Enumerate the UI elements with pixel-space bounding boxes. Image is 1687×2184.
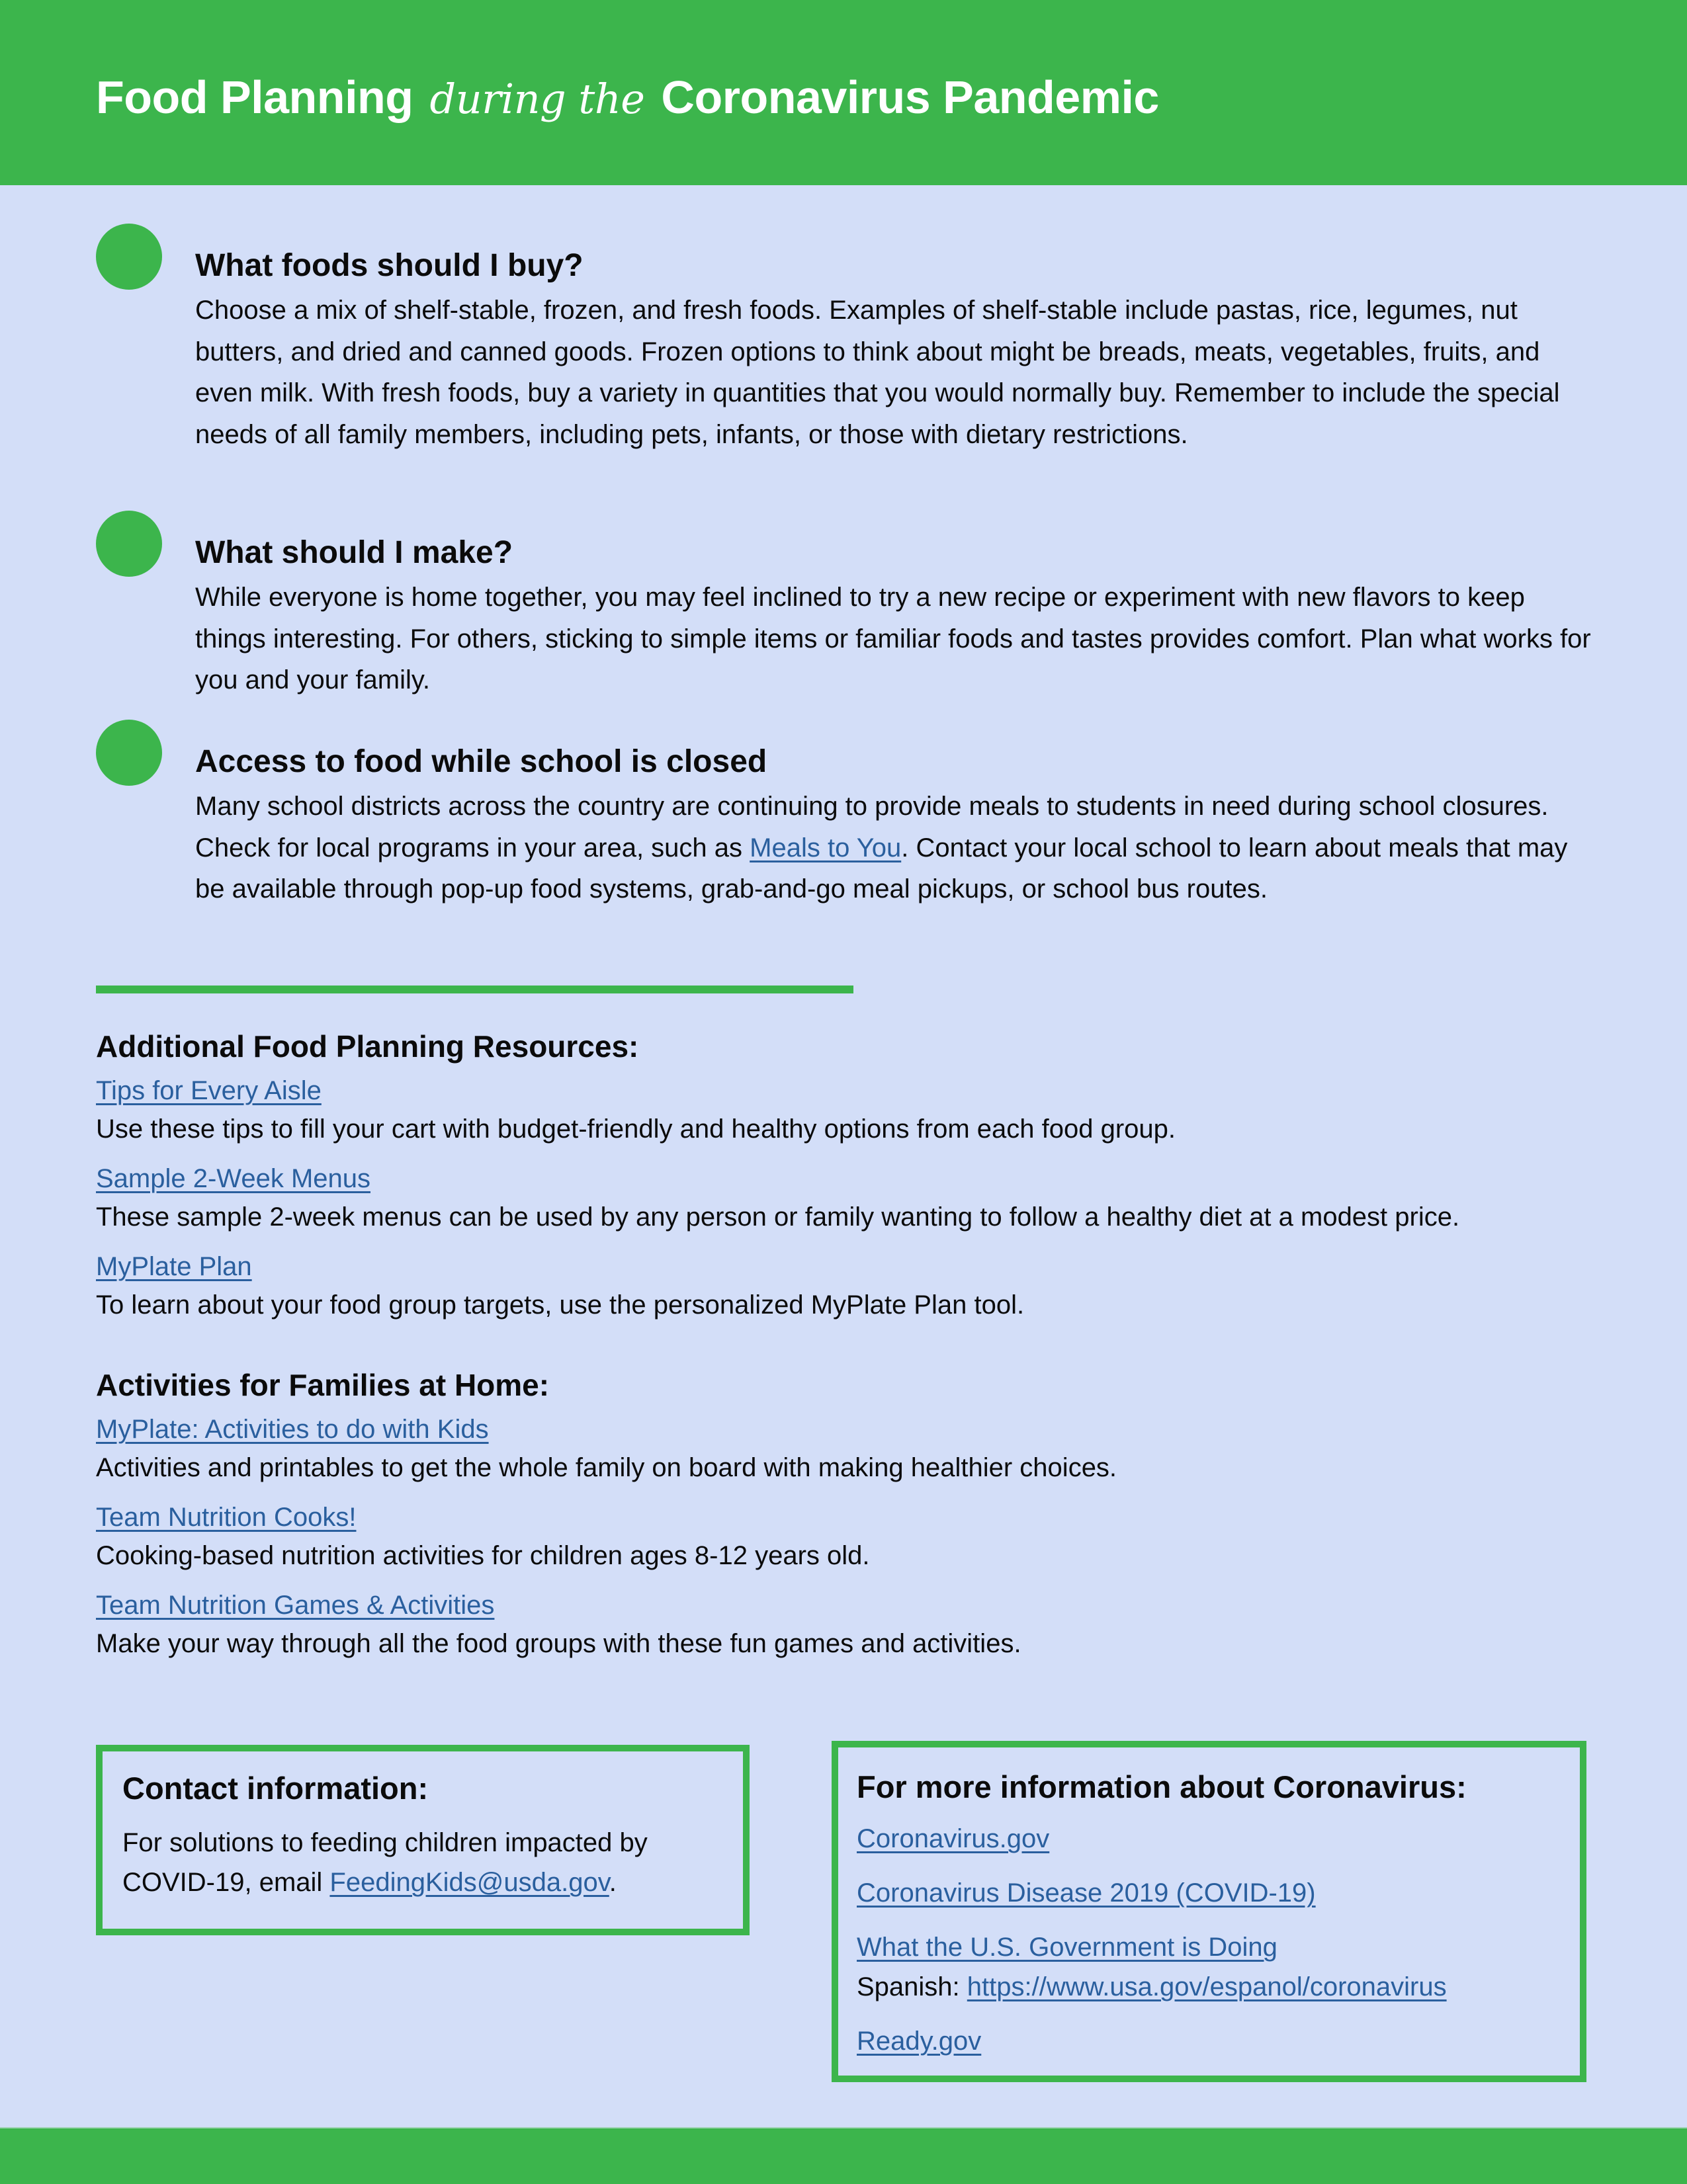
footer-banner: [0, 2127, 1687, 2184]
more-info-box: [832, 1741, 1586, 2082]
myplate-plan-link[interactable]: MyPlate Plan: [96, 1252, 252, 1281]
us-government-link[interactable]: What the U.S. Government is Doing: [857, 1933, 1277, 1962]
activity-item: [96, 1586, 1618, 1674]
myplate-activities-link[interactable]: MyPlate: Activities to do with Kids: [96, 1415, 489, 1444]
resource-description: To learn about your food group targets, use the personalized MyPlate Plan tool.: [96, 1290, 1025, 1320]
coronavirus-gov-link[interactable]: Coronavirus.gov: [857, 1824, 1050, 1854]
section-divider: [96, 986, 853, 993]
activities-heading: Activities for Families at Home:: [96, 1368, 550, 1402]
resource-item: [96, 1071, 1618, 1159]
sample-menus-link[interactable]: Sample 2-Week Menus: [96, 1164, 370, 1193]
spanish-label: Spanish:: [857, 1972, 967, 2002]
title-script: during the: [429, 75, 645, 123]
activity-description: Make your way through all the food groups with these fun games and activities.: [96, 1629, 1021, 1658]
resource-description: These sample 2-week menus can be used by any person or family wanting to follow a healthy diet at a modest price.: [96, 1202, 1460, 1232]
tips-for-every-aisle-link[interactable]: Tips for Every Aisle: [96, 1076, 322, 1105]
question-body: [195, 786, 1598, 910]
contact-info-box: [96, 1745, 750, 1935]
title-part-2: Coronavirus Pandemic: [661, 71, 1159, 123]
body-text: . Contact your local school to learn about meals that may be available through pop-up food systems, grab-and-go meal pickups, or school bus routes.: [195, 833, 1568, 903]
activity-item: [96, 1498, 1618, 1586]
resource-item: [96, 1247, 1618, 1335]
bullet-circle-icon: [96, 511, 162, 577]
question-body: While everyone is home together, you may feel inclined to try a new recipe or experiment with new flavors to keep things interesting. For others, sticking to simple items or familiar foods and tastes provides comfort. Plan what works for you and your family.: [195, 583, 1591, 694]
resources-heading: Additional Food Planning Resources:: [96, 1029, 639, 1064]
resource-description: Use these tips to fill your cart with budget-friendly and healthy options from each food group.: [96, 1114, 1176, 1144]
contact-text: [122, 1823, 723, 1902]
feedingkids-email-link[interactable]: FeedingKids@usda.gov: [329, 1868, 609, 1898]
spanish-coronavirus-link[interactable]: https://www.usa.gov/espanol/coronavirus: [967, 1972, 1447, 2002]
bullet-circle-icon: [96, 224, 162, 290]
meals-to-you-link[interactable]: Meals to You: [750, 833, 902, 862]
activity-description: Activities and printables to get the whole family on board with making healthier choices.: [96, 1453, 1117, 1482]
question-body: Choose a mix of shelf-stable, frozen, and fresh foods. Examples of shelf-stable include pastas, rice, legumes, nut butters, and dried and canned goods. Frozen options to think about might be breads, meats, vegetables, fruits, and even milk. With fresh foods, buy a variety in quantities that you would normally buy. Remember to include the special needs of all family members, including pets, infants, or those with dietary restrictions.: [195, 296, 1560, 449]
covid19-link[interactable]: Coronavirus Disease 2019 (COVID-19): [857, 1878, 1316, 1908]
resource-item: [96, 1159, 1618, 1247]
question-heading: What foods should I buy?: [195, 248, 584, 283]
bullet-circle-icon: [96, 720, 162, 786]
contact-text-before: For solutions to feeding children impacted by COVID-19, email: [122, 1828, 648, 1898]
activities-section: [96, 1365, 1618, 1674]
body-text: Many school districts across the country are continuing to provide meals to students in need during school closures. Check for local programs in your area, such as: [195, 792, 1549, 862]
resources-section: [96, 1027, 1618, 1335]
team-nutrition-games-link[interactable]: Team Nutrition Games & Activities: [96, 1591, 495, 1620]
activity-item: [96, 1410, 1618, 1498]
title-part-1: Food Planning: [96, 71, 413, 123]
more-info-links: [857, 1819, 1561, 2076]
contact-heading: Contact information:: [122, 1771, 429, 1806]
ready-gov-link[interactable]: Ready.gov: [857, 2027, 982, 2056]
question-heading: What should I make?: [195, 535, 513, 570]
team-nutrition-cooks-link[interactable]: Team Nutrition Cooks!: [96, 1503, 357, 1532]
question-heading: Access to food while school is closed: [195, 744, 767, 779]
page-title: [96, 71, 1159, 123]
contact-text-after: .: [609, 1868, 617, 1898]
activity-description: Cooking-based nutrition activities for children ages 8-12 years old.: [96, 1541, 870, 1570]
more-info-heading: For more information about Coronavirus:: [857, 1769, 1467, 1804]
header-banner: [0, 0, 1687, 185]
